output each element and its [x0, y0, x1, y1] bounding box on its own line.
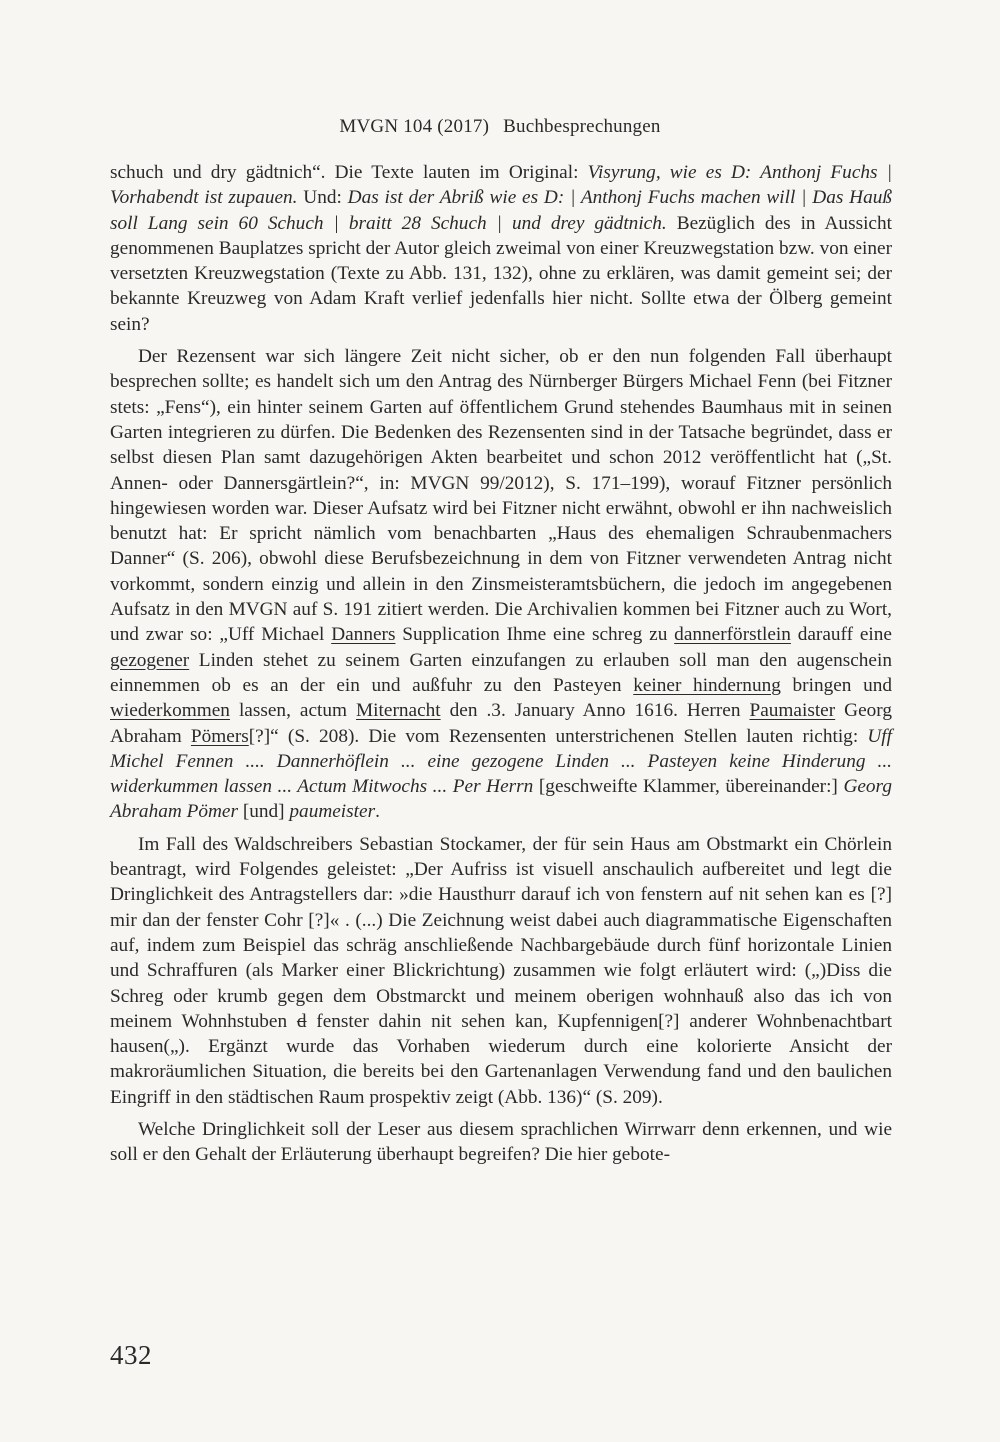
text-run: den .3. January Anno 1616. Herren [440, 700, 750, 722]
text-run: Im Fall des Waldschreibers Sebastian Stockamer, der für sein Haus am Obstmarkt ein Chörlein beantragt, wird Folgendes geleistet: „Der Aufriss ist visuell anschaulich aufbereitet und legt die Dringlichkeit des Antragstellers dar: »die Hausthurr darauf ich von fenstern auf nit sehen kan es [?] mir dan der fenster Cohr [?]« . (...) Die Zeichnung weist dabei auch diagrammatische Eigenschaften auf, indem zum Beispiel das schräg anschließende Nachbargebäude durch fünf horizontale Linien und Schraffuren (als Marker einer Blickrichtung) zusammen wie folgt erläutert wird: („)Diss die Schreg oder krumb gegen dem Obstmarckt und meinem oberigen wohnhauß also das ich von meinem Wohnhstuben [110, 833, 892, 1032]
italic-quote: paumeister [289, 801, 376, 823]
body-text [110, 160, 892, 1168]
text-run: lassen, actum [229, 700, 357, 722]
underlined-passage: wiederkommen [110, 700, 230, 722]
underlined-passage: keiner hindernung [633, 674, 781, 696]
underlined-passage: Miternacht [356, 700, 441, 722]
text-run: . [375, 801, 380, 823]
text-run: Welche Dringlichkeit soll der Leser aus diesem sprachlichen Wirrwarr denn erkennen, und wie soll er den Gehalt der Erläuterung überhaupt begreifen? Die hier gebote- [110, 1118, 892, 1166]
text-run: Der Rezensent war sich längere Zeit nicht sicher, ob er den nun folgenden Fall überhaupt besprechen sollte; es handelt sich um den Antrag des Nürnberger Bürgers Michael Fenn (bei Fitzner stets: „Fens“), ein hinter seinem Garten auf öffentlichem Grund stehendes Baumhaus mit in seinen Garten integrieren zu dürfen. Die Bedenken des Rezensenten sind in der Tatsache begründet, dass er selbst diesen Plan samt dazugehörigen Akten bearbeitet und schon 2012 veröffentlicht hat („St. Annen- oder Dannersgärtlein?“, in: MVGN 99/2012), S. 171–199), worauf Fitzner persönlich hingewiesen worden war. Dieser Aufsatz wird bei Fitzner nicht erwähnt, obwohl er ihn nachweislich benutzt hat: Er spricht nämlich vom benachbarten „Haus des ehemaligen Schraubenmachers Danner“ (S. 206), obwohl diese Berufsbezeichnung in dem von Fitzner verwendeten Antrag nicht vorkommt, sondern einzig und allein in den Zinsmeisteramtsbüchern, die jedoch im angegebenen Aufsatz in den MVGN auf S. 191 zitiert werden. Die Archivalien kommen bei Fitzner auch zu Wort, und zwar so: „Uff Michael [110, 346, 892, 646]
text-run: darauff eine [790, 624, 892, 646]
text-run: fenster dahin nit sehen kan, Kupfennigen[?] anderer Wohnbenachtbart hausen(„). Ergänzt wurde das Vorhaben wiederum durch eine kolorierte Ansicht der makroräumlichen Situation, die bereits bei den Gartenanlagen Verwendung fand und den baulichen Eingriff in den städtischen Raum prospektiv zeigt (Abb. 136)“ (S. 209). [110, 1010, 892, 1108]
paragraph-1 [110, 160, 892, 337]
underlined-passage: dannerförstlein [674, 624, 791, 646]
running-header [0, 116, 1000, 138]
italic-quote: Uff Michel Fennen .... Dannerhöflein ... eine gezogene Linden ... Pasteyen keine Hinderung ... widerkummen lassen ... Actum Mitwochs ... Per Herrn [110, 725, 892, 798]
underlined-passage: Danners [331, 624, 396, 646]
paragraph-2 [110, 344, 892, 825]
struck-letter: d [296, 1010, 307, 1032]
text-run: Und: [297, 187, 348, 209]
text-run: Bezüglich des in Aussicht genommenen Bauplatzes spricht der Autor gleich zweimal von einer Kreuzwegstation bzw. von einer versetzten Kreuzwegstation (Texte zu Abb. 131, 132), ohne zu erklären, was damit gemeint sei; der bekannte Kreuzweg von Adam Kraft verlief jedenfalls hier nicht. Sollte etwa der Ölberg gemeint sein? [110, 212, 892, 335]
section-title: Buchbesprechungen [503, 116, 661, 137]
journal-reference: MVGN 104 (2017) [339, 116, 490, 137]
text-run: Linden stehet zu seinem Garten einzufangen zu erlauben soll man den augenschein einnemmen ob es an der ein und außfuhr zu den Pasteyen [110, 649, 892, 696]
underlined-passage: Paumaister [749, 700, 836, 722]
text-run: Georg Abraham [110, 700, 893, 747]
paragraph-3 [110, 832, 892, 1110]
text-run: Supplication Ihme eine schreg zu [395, 624, 675, 646]
text-run: bringen und [780, 674, 892, 696]
underlined-passage: gezogener [110, 649, 190, 671]
paragraph-4 [110, 1117, 892, 1168]
underlined-passage: Pömers [190, 725, 249, 747]
text-run: schuch und dry gädtnich“. Die Texte lauten im Original: [110, 162, 588, 183]
italic-quote: Georg Abraham Pömer [110, 776, 892, 823]
italic-quote: Visyrung, wie es D: Anthonj Fuchs | Vorhabendt ist zupauen. [110, 162, 892, 209]
text-run: [geschweifte Klammer, übereinander:] [533, 776, 844, 798]
page-number: 432 [110, 1340, 152, 1370]
text-run: [und] [238, 801, 290, 823]
italic-quote: Das ist der Abriß wie es D: | Anthonj Fuchs machen will | Das Hauß soll Lang sein 60 Schuch | braitt 28 Schuch | und drey gädtnich. [110, 187, 892, 234]
text-run: [?]“ (S. 208). Die vom Rezensenten unterstrichenen Stellen lauten richtig: [248, 725, 868, 747]
